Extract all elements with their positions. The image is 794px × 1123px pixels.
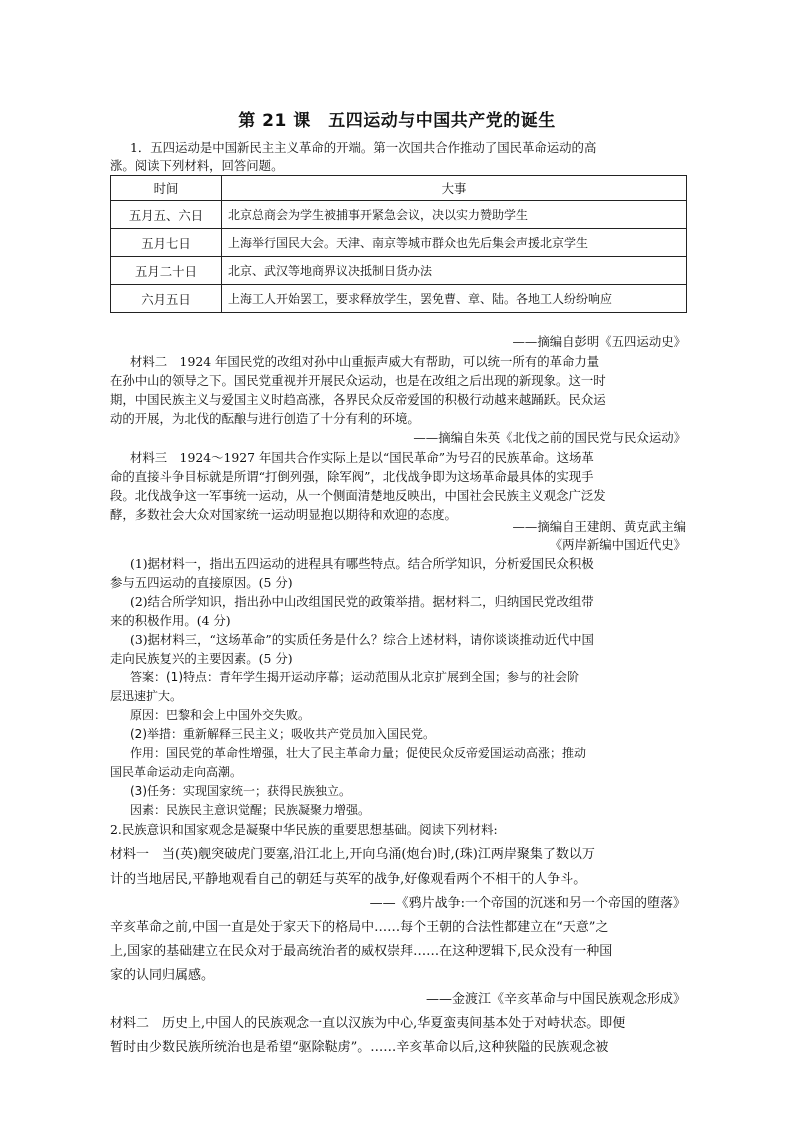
material-3-line: 材料三 1924～1927 年国共合作实际上是以“国民革命”为号召的民族革命。这场革 [130,450,594,465]
q2-material-1-line: 计的当地居民,平静地观看自己的朝廷与英军的战争,好像观看两个不相干的人争斗。 [110,872,587,887]
source-material-2: ——摘编自朱英《北伐之前的国民党与民众运动》 [413,430,686,445]
question-line: (3)据材料三，“这场革命”的实质任务是什么？综合上述材料，请你谈谈推动近代中国 [130,632,594,647]
material-3-line: 酵，多数社会大众对国家统一运动明显抱以期待和欢迎的态度。 [110,507,457,522]
lesson-title: 第 21 课 五四运动与中国共产党的诞生 [238,111,556,131]
question-line: 走向民族复兴的主要因素。(5 分) [110,651,293,666]
table-header-event: 大事 [222,176,687,201]
answer-line: 答案：(1)特点：青年学生揭开运动序幕；运动范围从北京扩展到全国；参与的社会阶 [130,670,580,684]
q2-intro: 2.民族意识和国家观念是凝聚中华民族的重要思想基础。阅读下列材料: [110,822,498,837]
q2-paragraph-line: 辛亥革命之前,中国一直是处于家天下的格局中……每个王朝的合法性都建立在“天意”之 [110,920,609,935]
q2-material-2-line: 材料二 历史上,中国人的民族观念一直以汉族为中心,华夏蛮夷间基本处于对峙状态。即便 [110,1016,626,1031]
table-cell-event: 北京总商会为学生被捕事开紧急会议，决以实力赞助学生 [222,201,687,229]
question-line: 来的积极作用。(4 分) [110,613,231,628]
source-material-1: ——摘编自彭明《五四运动史》 [512,334,686,349]
material-2-line: 期，中国民族主义与爱国主义时趋高涨，各界民众反帝爱国的积极行动越来越踊跃。民众运 [110,392,606,407]
table-row [111,257,687,285]
q2-source-1: ——《鸦片战争:一个帝国的沉迷和另一个帝国的堕落》 [369,896,686,911]
q2-material-1-line: 材料一 当(英)舰突破虎门要塞,沿江北上,开向乌涌(炮台)时,(珠)江两岸聚集了数以万 [110,847,595,862]
answer-line: (2)举措：重新解释三民主义；吸收共产党员加入国民党。 [130,727,436,741]
table-row [111,201,687,229]
table-header-row [111,176,687,201]
source-material-3-author: ——摘编自王建朗、黄克武主编 [512,519,686,534]
answer-line: 因素：民族民主意识觉醒；民族凝聚力增强。 [130,803,371,817]
question-line: (1)据材料一，指出五四运动的进程具有哪些特点。结合所学知识，分析爱国民众积极 [130,556,594,571]
table-cell-event: 上海工人开始罢工，要求释放学生，罢免曹、章、陆。各地工人纷纷响应 [222,285,687,313]
table-cell-time: 五月七日 [111,229,222,257]
q2-paragraph-line: 上,国家的基础建立在民众对于最高统治者的威权崇拜……在这种逻辑下,民众没有一种国 [110,944,613,959]
table-cell-time: 五月五、六日 [111,201,222,229]
q2-paragraph-line: 家的认同归属感。 [110,968,215,983]
source-material-3-book: 《两岸新编中国近代史》 [549,537,686,552]
answer-line: 作用：国民党的革命性增强，壮大了民主革命力量；促使民众反帝爱国运动高涨；推动 [130,746,587,760]
table-cell-time: 五月二十日 [111,257,222,285]
table-cell-event: 北京、武汉等地商界议决抵制日货办法 [222,257,687,285]
q1-intro-line-2: 涨。阅读下列材料，回答问题。 [110,158,284,173]
table-header-time: 时间 [111,176,222,201]
material-2-line: 动的开展，为北伐的酝酿与进行创造了十分有利的环境。 [110,411,420,426]
material-2-line: 在孙中山的领导之下。国民党重视并开展民众运动，也是在改组之后出现的新现象。这一时 [110,373,606,388]
answer-line: (3)任务：实现国家统一；获得民族独立。 [130,784,351,798]
q2-source-2: ——金渡江《辛亥革命与中国民族观念形成》 [425,992,686,1007]
table-cell-event: 上海举行国民大会。天津、南京等城市群众也先后集会声援北京学生 [222,229,687,257]
answer-line: 层迅速扩大。 [110,689,183,703]
answer-line: 原因：巴黎和会上中国外交失败。 [130,708,311,722]
table-cell-time: 六月五日 [111,285,222,313]
table-row [111,285,687,313]
events-table [110,175,687,313]
material-3-line: 段。北伐战争这一军事统一运动，从一个侧面清楚地反映出，中国社会民族主义观念广泛发 [110,488,606,503]
question-line: 参与五四运动的直接原因。(5 分) [110,575,293,590]
question-line: (2)结合所学知识，指出孙中山改组国民党的政策举措。据材料二，归纳国民党改组带 [130,594,594,609]
table-row [111,229,687,257]
q2-material-2-line: 暂时由少数民族所统治也是希望“驱除鞑虏”。……辛亥革命以后,这种狭隘的民族观念被 [110,1040,609,1055]
material-2-line: 材料二 1924 年国民党的改组对孙中山重振声威大有帮助，可以统一所有的革命力量 [130,354,600,369]
material-3-line: 命的直接斗争目标就是所谓“打倒列强，除军阀”，北伐战争即为这场革命最具体的实现手 [110,469,594,484]
q1-intro-line-1: 1．五四运动是中国新民主主义革命的开端。第一次国共合作推动了国民革命运动的高 [130,140,597,155]
answer-line: 国民革命运动走向高潮。 [110,765,243,779]
